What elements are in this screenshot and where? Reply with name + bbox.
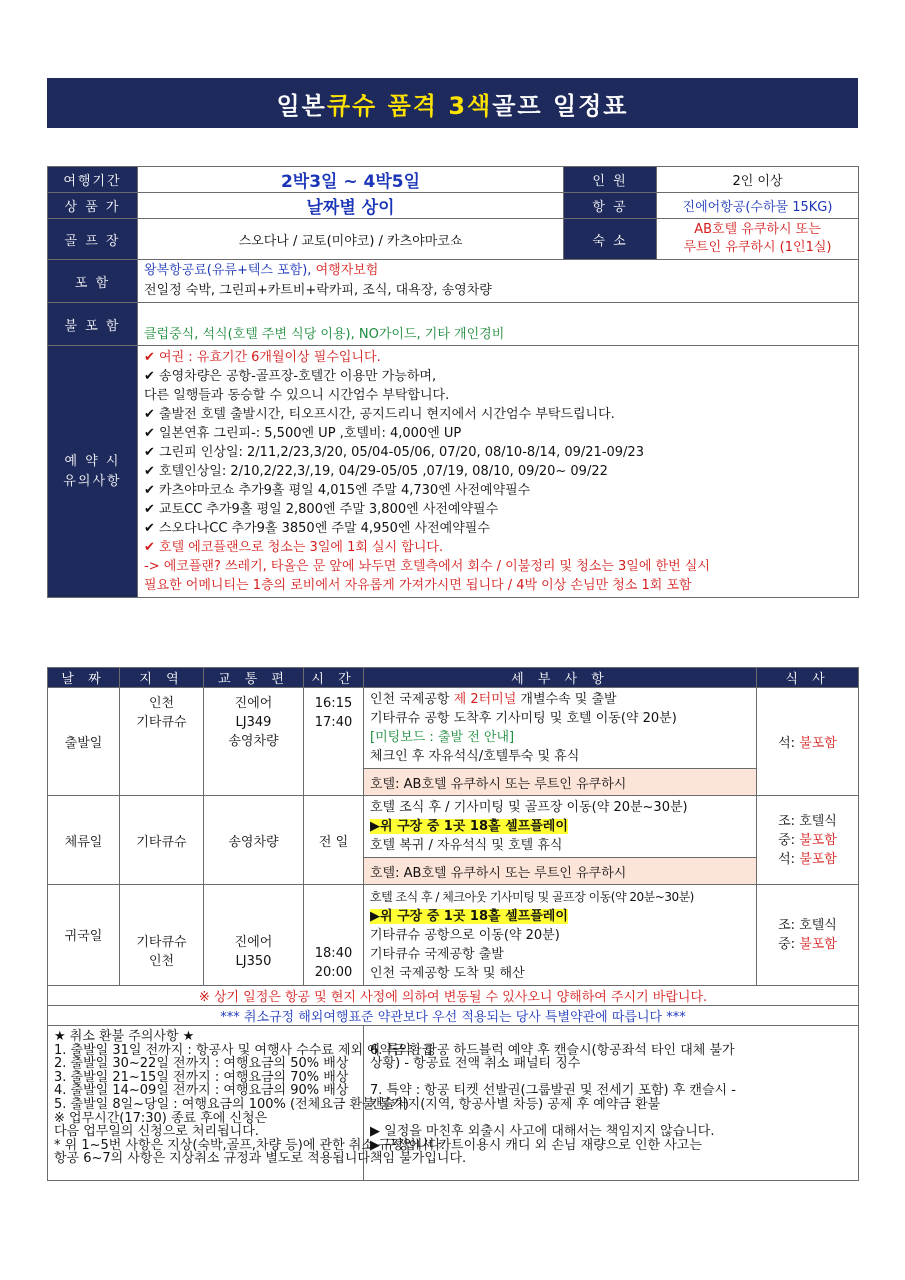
policy-right xyxy=(364,1026,859,1181)
schedule-table xyxy=(47,667,859,1181)
policy-line: * 위 1~5번 사항은 지상(숙박,골프,차량 등)에 관한 취소 규정입니다. xyxy=(54,1137,445,1153)
header-transport: 교 통 편 xyxy=(204,668,304,688)
day2-meal: 조: 호텔식 중: 불포함 석: 불포함 xyxy=(757,796,859,885)
notes-label: 예 약 시 유의사항 xyxy=(48,346,138,598)
day2-time: 전 일 xyxy=(304,796,364,885)
page-title: 일본 큐슈 품격 3색 골프 일정표 xyxy=(47,78,858,128)
note-item: -> 에코플랜? 쓰레기, 타올은 문 앞에 놔두면 호텔측에서 회수 / 이불정리 및 청소는 3일에 한번 실시 xyxy=(144,559,710,574)
incl-value: 왕복항공료(유류+텍스 포함), 여행자보험 전일정 숙박, 그린피+카트비+락카피, 조식, 대욕장, 송영차량 xyxy=(138,260,859,303)
day1-region: 인천 기타큐슈 xyxy=(120,688,204,796)
policy-line: 책임 불가입니다. xyxy=(370,1151,467,1167)
cancel-notice: *** 취소규정 해외여행표준 약관보다 우선 적용되는 당사 특별약관에 따릅니다 *** xyxy=(48,1006,859,1026)
policy-line: ▶ 구장에서 카트이용시 캐디 외 손님 재량으로 인한 사고는 xyxy=(370,1137,702,1153)
day3-detail: 호텔 조식 후 / 체크아웃 기사미팅 및 골프장 이동(약 20분~30분) ▶위 구장 중 1곳 18홀 셀프플레이 기타큐슈 공항으로 이동(약 20분) 기타큐슈 국제공항 출발 인천 국제공항 도착 및 해산 xyxy=(364,885,757,986)
schedule-notice: ※ 상기 일정은 항공 및 현지 사정에 의하여 변동될 수 있사오니 양해하여 주시기 바랍니다. xyxy=(48,986,859,1006)
day3-meal: 조: 호텔식 중: 불포함 xyxy=(757,885,859,986)
price-label: 상 품 가 xyxy=(48,193,138,219)
day1-name: 출발일 xyxy=(48,688,120,796)
people-label: 인 원 xyxy=(564,167,657,193)
policy-line: ※ 업무시간(17:30) 종료 후에 신청은 xyxy=(54,1110,268,1126)
day1-transport: 진에어 LJ349 송영차량 xyxy=(204,688,304,796)
note-item: ✔ 호텔인상일: 2/10,2/22,3/,19, 04/29-05/05 ,07/19, 08/10, 09/20~ 09/22 xyxy=(144,464,608,479)
air-value: 진에어항공(수하물 15KG) xyxy=(657,193,859,219)
note-item: ✔ 송영차량은 공항-골프장-호텔간 이용만 가능하며, xyxy=(144,369,437,384)
day3-time: 18:40 20:00 xyxy=(304,885,364,986)
note-item: ✔ 호텔 에코플랜으로 청소는 3일에 1회 실시 합니다. xyxy=(144,540,444,555)
policy-line: 3. 출발일 21~15일 전까지 : 여행요금의 70% 배상 xyxy=(54,1069,349,1085)
stay-label: 숙 소 xyxy=(564,219,657,260)
golf-value: 스오다나 / 교토(미야코) / 카츠야마코쇼 xyxy=(138,219,564,260)
policy-line xyxy=(370,1030,852,1044)
day2-name: 체류일 xyxy=(48,796,120,885)
people-value: 2인 이상 xyxy=(657,167,859,193)
air-label: 항 공 xyxy=(564,193,657,219)
day2-region: 기타큐슈 xyxy=(120,796,204,885)
day3-region: 기타큐슈 인천 xyxy=(120,885,204,986)
note-item: 필요한 어메니티는 1층의 로비에서 자유롭게 가져가시면 됩니다 / 4박 이상 손님만 청소 1회 포함 xyxy=(144,578,692,593)
day2-hotel: 호텔: AB호텔 유쿠하시 또는 루트인 유쿠하시 xyxy=(364,858,757,885)
policy-line: 1. 출발일 31일 전까지 : 항공사 및 여행사 수수료 제외 예약금 환급 xyxy=(54,1042,435,1058)
policy-line: 항공 6~7의 사항은 지상취소 규정과 별도로 적용됩니다. xyxy=(54,1151,375,1167)
note-item: ✔ 그린피 인상일: 2/11,2/23,3/20, 05/04-05/06, 07/20, 08/10-8/14, 09/21-09/23 xyxy=(144,445,644,460)
stay-value: AB호텔 유쿠하시 또는 루트인 유쿠하시 (1인1실) xyxy=(657,219,859,260)
note-item: ✔ 카츠야마코쇼 추가9홀 평일 4,015엔 주말 4,730엔 사전예약필수 xyxy=(144,483,531,498)
note-item: ✔ 출발전 호텔 출발시간, 티오프시간, 공지드리니 현지에서 시간엄수 부탁드립니다. xyxy=(144,407,615,422)
notes-list xyxy=(138,346,859,598)
note-item: ✔ 여권 : 유효기간 6개월이상 필수입니다. xyxy=(144,350,381,365)
excl-label: 불 포 함 xyxy=(48,303,138,346)
note-item: 다른 일행들과 동승할 수 있으니 시간엄수 부탁합니다. xyxy=(144,388,450,403)
policy-line: 6. 특약 : 항공 하드블럭 예약 후 캔슬시(항공좌석 타인 대체 불가 xyxy=(370,1042,735,1058)
incl-label: 포 함 xyxy=(48,260,138,303)
policy-line: 다음 업무일의 신청으로 처리됩니다. xyxy=(54,1124,259,1140)
period-value: 2박3일 ~ 4박5일 xyxy=(138,167,564,193)
policy-line: ▶ 일정을 마친후 외출시 사고에 대해서는 책임지지 않습니다. xyxy=(370,1124,715,1140)
note-item: ✔ 일본연휴 그린피-: 5,500엔 UP ,호텔비: 4,000엔 UP xyxy=(144,426,462,441)
header-meal: 식 사 xyxy=(757,668,859,688)
price-value: 날짜별 상이 xyxy=(138,193,564,219)
day1-time: 16:15 17:40 xyxy=(304,688,364,796)
note-item: ✔ 교토CC 추가9홀 평일 2,800엔 주말 3,800엔 사전예약필수 xyxy=(144,502,499,517)
day1-detail: 인천 국제공항 제 2터미널 개별수속 및 출발 기타큐슈 공항 도착후 기사미팅 및 호텔 이동(약 20분) [미팅보드 : 출발 전 안내] 체크인 후 자유석식/호텔투숙 및 휴식 xyxy=(364,688,757,769)
period-label: 여행기간 xyxy=(48,167,138,193)
header-date: 날 짜 xyxy=(48,668,120,688)
note-item: ✔ 스오다나CC 추가9홀 3850엔 주말 4,950엔 사전예약필수 xyxy=(144,521,490,536)
header-region: 지 역 xyxy=(120,668,204,688)
golf-label: 골 프 장 xyxy=(48,219,138,260)
policy-line: 캔슬차지(지역, 항공사별 차등) 공제 후 예약금 환불 xyxy=(370,1096,661,1112)
policy-line: 5. 출발일 8일~당일 : 여행요금의 100% (전체요금 환불 불가) xyxy=(54,1096,409,1112)
excl-value: 클럽중식, 석식(호텔 주변 식당 이용), NO가이드, 기타 개인경비 xyxy=(138,303,859,346)
day3-transport: 진에어 LJ350 xyxy=(204,885,304,986)
day3-name: 귀국일 xyxy=(48,885,120,986)
header-detail: 세 부 사 항 xyxy=(364,668,757,688)
policy-line: 7. 특약 : 항공 티켓 선발권(그룹발권 및 전세기 포함) 후 캔슬시 - xyxy=(370,1083,736,1099)
info-table xyxy=(47,166,859,598)
header-time: 시 간 xyxy=(304,668,364,688)
day1-hotel: 호텔: AB호텔 유쿠하시 또는 루트인 유쿠하시 xyxy=(364,769,757,796)
policy-line: 상황) - 항공료 전액 취소 패널티 징수 xyxy=(370,1056,581,1072)
policy-line: ★ 취소 환불 주의사항 ★ xyxy=(54,1029,195,1044)
day2-detail: 호텔 조식 후 / 기사미팅 및 골프장 이동(약 20분~30분) ▶위 구장 중 1곳 18홀 셀프플레이 호텔 복귀 / 자유석식 및 호텔 휴식 xyxy=(364,796,757,858)
policy-line: 4. 출발일 14~09일 전까지 : 여행요금의 90% 배상 xyxy=(54,1083,349,1099)
day1-meal: 석: 불포함 xyxy=(757,688,859,796)
day2-transport: 송영차량 xyxy=(204,796,304,885)
policy-line: 2. 출발일 30~22일 전까지 : 여행요금의 50% 배상 xyxy=(54,1056,349,1072)
